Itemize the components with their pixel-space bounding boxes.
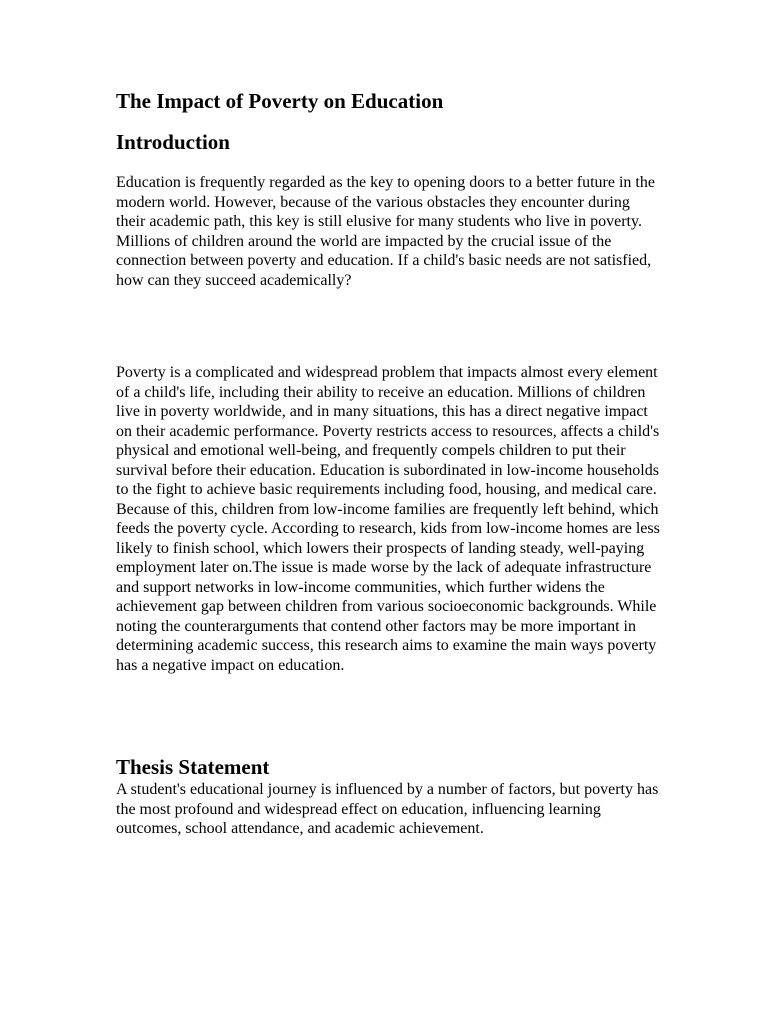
section-heading-thesis-statement: Thesis Statement <box>116 755 270 779</box>
document-page <box>116 0 662 1024</box>
introduction-paragraph-2: Poverty is a complicated and widespread problem that impacts almost every element of a child's life, including their ability to receive an education. Millions of children live in poverty worldwide, and in many situations, this has a direct negative impact on their academic performance. Poverty restricts access to resources, affects a child's physical and emotional well-being, and frequently compels children to put their survival before their education. Education is subordinated in low-income households to the fight to achieve basic requirements including food, housing, and medical care. Because of this, children from low-income families are frequently left behind, which feeds the poverty cycle. According to research, kids from low-income homes are less likely to finish school, which lowers their prospects of landing steady, well-paying employment later on.The issue is made worse by the lack of adequate infrastructure and support networks in low-income communities, which further widens the achievement gap between children from various socioeconomic backgrounds. While noting the counterarguments that contend other factors may be more important in determining academic success, this research aims to examine the main ways poverty has a negative impact on education. <box>116 364 660 674</box>
thesis-statement-paragraph: A student's educational journey is influenced by a number of factors, but poverty has the most profound and widespread effect on education, influencing learning outcomes, school attendance, and academic achievement. <box>116 781 659 837</box>
introduction-paragraph-1: Education is frequently regarded as the key to opening doors to a better future in the modern world. However, because of the various obstacles they encounter during their academic path, this key is still elusive for many students who live in poverty. Millions of children around the world are impacted by the crucial issue of the connection between poverty and education. If a child's basic needs are not satisfied, how can they succeed academically? <box>116 174 655 289</box>
section-heading-introduction: Introduction <box>116 130 230 154</box>
document-title: The Impact of Poverty on Education <box>116 89 444 113</box>
